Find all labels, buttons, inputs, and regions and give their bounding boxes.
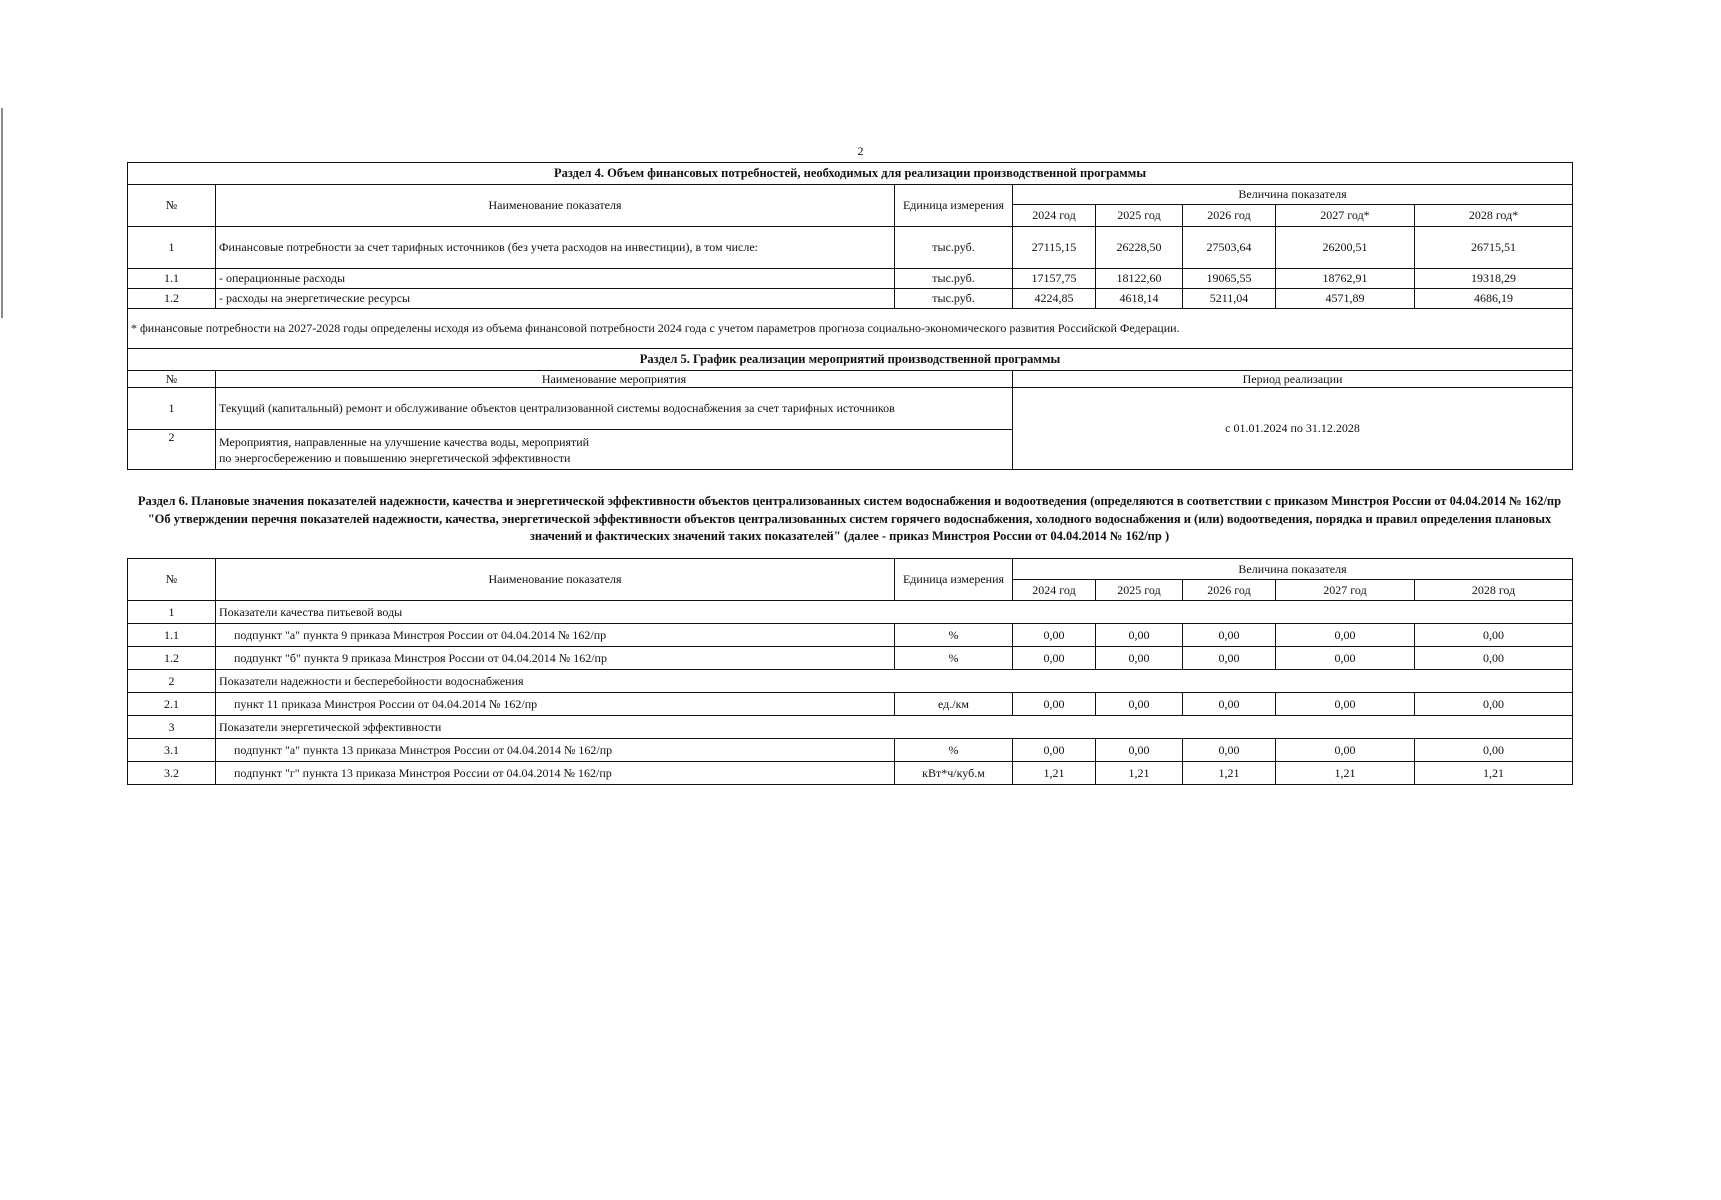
row-num: 1: [128, 388, 216, 430]
section4-5-table: [127, 162, 1573, 470]
group-name: Показатели качества питьевой воды: [216, 601, 1573, 624]
row-value: 0,00: [1013, 693, 1096, 716]
table-row: [128, 624, 1573, 647]
table-row: [128, 693, 1573, 716]
row-num: 3.1: [128, 739, 216, 762]
row-num: 1.2: [128, 647, 216, 670]
row-value: 0,00: [1096, 624, 1183, 647]
header-unit: Единица измерения: [895, 559, 1013, 601]
row-num: 1.1: [128, 269, 216, 289]
row-value: 1,21: [1276, 762, 1415, 785]
row-unit: %: [895, 624, 1013, 647]
row-name: подпункт "а" пункта 9 приказа Минстроя России от 04.04.2014 № 162/пр: [216, 624, 895, 647]
group-name: Показатели энергетической эффективности: [216, 716, 1573, 739]
header-year: 2028 год*: [1415, 205, 1573, 227]
table-row: [128, 269, 1573, 289]
group-name: Показатели надежности и бесперебойности водоснабжения: [216, 670, 1573, 693]
header-value: Величина показателя: [1013, 185, 1573, 205]
header-year: 2026 год: [1183, 580, 1276, 601]
row-value: 18122,60: [1096, 269, 1183, 289]
table-row: [128, 739, 1573, 762]
group-num: 3: [128, 716, 216, 739]
section5-title-row: [128, 349, 1573, 371]
row-value: 1,21: [1415, 762, 1573, 785]
row-value: 0,00: [1415, 693, 1573, 716]
row-value: 17157,75: [1013, 269, 1096, 289]
header-year: 2024 год: [1013, 205, 1096, 227]
group-row: [128, 716, 1573, 739]
period-cell: с 01.01.2024 по 31.12.2028: [1013, 388, 1573, 470]
header-year: 2027 год: [1276, 580, 1415, 601]
header-year: 2024 год: [1013, 580, 1096, 601]
row-value: 0,00: [1276, 693, 1415, 716]
header-year: 2028 год: [1415, 580, 1573, 601]
header-name: Наименование показателя: [216, 185, 895, 227]
row-name: - операционные расходы: [216, 269, 895, 289]
row-value: 1,21: [1013, 762, 1096, 785]
row-unit: ед./км: [895, 693, 1013, 716]
header-num: №: [128, 559, 216, 601]
row-value: 4618,14: [1096, 289, 1183, 309]
group-num: 2: [128, 670, 216, 693]
row-name: пункт 11 приказа Минстроя России от 04.04.2014 № 162/пр: [216, 693, 895, 716]
row-num: 1: [128, 227, 216, 269]
row-value: 0,00: [1276, 624, 1415, 647]
section4-note-row: [128, 309, 1573, 349]
row-name: Финансовые потребности за счет тарифных источников (без учета расходов на инвестиции), в том числе:: [216, 227, 895, 269]
section4-header-row: [128, 185, 1573, 205]
header-year: 2027 год*: [1276, 205, 1415, 227]
row-event-name: Текущий (капитальный) ремонт и обслуживание объектов централизованной системы водоснабжения за счет тарифных источников: [216, 388, 1013, 430]
header-value: Величина показателя: [1013, 559, 1573, 580]
row-num: 2: [128, 430, 216, 470]
event-name-line: по энергосбережению и повышению энергетической эффективности: [219, 450, 571, 465]
group-num: 1: [128, 601, 216, 624]
row-value: 0,00: [1096, 739, 1183, 762]
row-value: 0,00: [1415, 739, 1573, 762]
row-value: 0,00: [1096, 693, 1183, 716]
group-row: [128, 601, 1573, 624]
row-unit: тыс.руб.: [895, 269, 1013, 289]
header-event-name: Наименование мероприятия: [216, 371, 1013, 388]
row-num: 3.2: [128, 762, 216, 785]
row-num: 2.1: [128, 693, 216, 716]
row-value: 0,00: [1276, 647, 1415, 670]
row-value: 19318,29: [1415, 269, 1573, 289]
table-row: [128, 388, 1573, 430]
table-row: [128, 227, 1573, 269]
section5-header-row: [128, 371, 1573, 388]
row-unit: тыс.руб.: [895, 227, 1013, 269]
row-value: 27115,15: [1013, 227, 1096, 269]
row-value: 4224,85: [1013, 289, 1096, 309]
section6-title: Раздел 6. Плановые значения показателей надежности, качества и энергетической эффективности объектов централизованных систем водоснабжения и водоотведения (определяются в соответствии с приказом Минстроя России от 04.04.2014 № 162/пр "Об утверждении перечня показателей надежности, качества, энергетической эффективности объектов централизованных систем горячего водоснабжения, холодного водоснабжения и (или) водоотведения, порядка и правил определения плановых значений и фактических значений таких показателей" (далее - приказ Минстроя России от 04.04.2014 № 162/пр ): [137, 494, 1562, 543]
header-num: №: [128, 185, 216, 227]
row-name: подпункт "а" пункта 13 приказа Минстроя России от 04.04.2014 № 162/пр: [216, 739, 895, 762]
row-value: 0,00: [1183, 647, 1276, 670]
section6-header-row: [128, 559, 1573, 580]
header-name: Наименование показателя: [216, 559, 895, 601]
row-value: 0,00: [1183, 693, 1276, 716]
group-row: [128, 670, 1573, 693]
header-year: 2026 год: [1183, 205, 1276, 227]
table-row: [128, 289, 1573, 309]
table-row: [128, 647, 1573, 670]
row-value: 19065,55: [1183, 269, 1276, 289]
row-value: 4686,19: [1415, 289, 1573, 309]
row-event-name: [216, 430, 1013, 470]
row-value: 26715,51: [1415, 227, 1573, 269]
header-year: 2025 год: [1096, 580, 1183, 601]
row-unit: %: [895, 647, 1013, 670]
row-value: 1,21: [1096, 762, 1183, 785]
row-num: 1.2: [128, 289, 216, 309]
event-name-line: Мероприятия, направленные на улучшение качества воды, мероприятий: [219, 434, 590, 449]
row-value: 26228,50: [1096, 227, 1183, 269]
row-unit: кВт*ч/куб.м: [895, 762, 1013, 785]
header-unit: Единица измерения: [895, 185, 1013, 227]
row-unit: тыс.руб.: [895, 289, 1013, 309]
row-value: 0,00: [1276, 739, 1415, 762]
row-name: подпункт "г" пункта 13 приказа Минстроя России от 04.04.2014 № 162/пр: [216, 762, 895, 785]
table-row: [128, 762, 1573, 785]
row-value: 26200,51: [1276, 227, 1415, 269]
row-value: 0,00: [1415, 624, 1573, 647]
scan-edge-line: [1, 108, 3, 318]
section4-title-row: [128, 163, 1573, 185]
row-name: - расходы на энергетические ресурсы: [216, 289, 895, 309]
row-value: 1,21: [1183, 762, 1276, 785]
row-value: 0,00: [1183, 739, 1276, 762]
row-value: 0,00: [1415, 647, 1573, 670]
row-num: 1.1: [128, 624, 216, 647]
section4-title: Раздел 4. Объем финансовых потребностей, необходимых для реализации производственной программы: [128, 163, 1573, 185]
row-value: 0,00: [1013, 739, 1096, 762]
row-name: подпункт "б" пункта 9 приказа Минстроя России от 04.04.2014 № 162/пр: [216, 647, 895, 670]
section6-table: [127, 558, 1573, 785]
row-unit: %: [895, 739, 1013, 762]
section5-title: Раздел 5. График реализации мероприятий производственной программы: [128, 349, 1573, 371]
row-value: 18762,91: [1276, 269, 1415, 289]
row-value: 5211,04: [1183, 289, 1276, 309]
row-value: 27503,64: [1183, 227, 1276, 269]
row-value: 0,00: [1013, 624, 1096, 647]
section4-note: * финансовые потребности на 2027-2028 годы определены исходя из объема финансовой потребности 2024 года с учетом параметров прогноза социально-экономического развития Российской Федерации.: [128, 309, 1573, 349]
row-value: 0,00: [1096, 647, 1183, 670]
row-value: 4571,89: [1276, 289, 1415, 309]
page-number: 2: [857, 144, 864, 158]
row-value: 0,00: [1013, 647, 1096, 670]
header-num: №: [128, 371, 216, 388]
header-period: Период реализации: [1013, 371, 1573, 388]
header-year: 2025 год: [1096, 205, 1183, 227]
row-value: 0,00: [1183, 624, 1276, 647]
